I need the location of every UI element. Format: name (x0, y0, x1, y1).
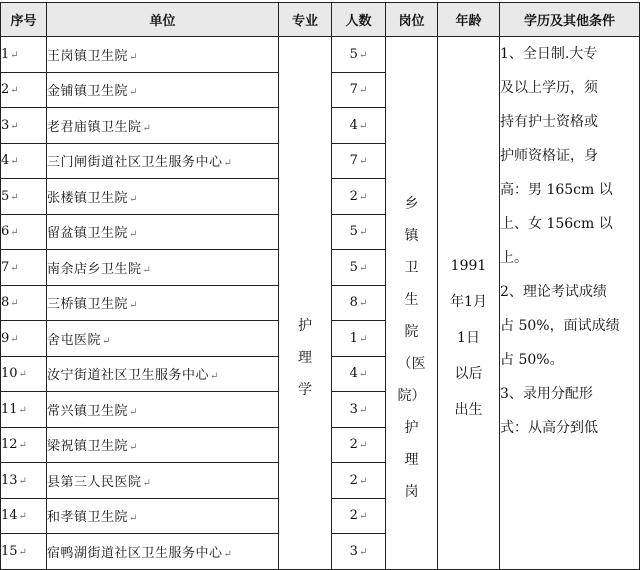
requirements-line: 上。 (500, 250, 528, 266)
cell-count (332, 356, 386, 392)
cell-seq (1, 37, 47, 73)
requirements-line: 3、录用分配形 (500, 386, 593, 402)
header-post: 岗位 (386, 3, 438, 37)
cell-count (332, 321, 386, 357)
cell-seq (1, 108, 47, 144)
table-body (1, 37, 640, 570)
unit-name: 张楼镇卫生院 (47, 190, 129, 206)
unit-name: 常兴镇卫生院 (47, 403, 129, 419)
seq-value: 15 (1, 543, 18, 559)
paragraph-mark: ↵ (223, 158, 233, 170)
count-value: 3 (349, 543, 358, 559)
count-value: 2 (349, 472, 358, 488)
paragraph-mark: ↵ (358, 120, 368, 132)
count-value: 2 (349, 188, 358, 204)
count-value: 1 (349, 330, 358, 346)
paragraph-mark: ↵ (358, 191, 368, 203)
paragraph-mark: ↵ (358, 298, 368, 310)
count-value: 4 (349, 366, 358, 382)
unit-name: 三桥镇卫生院 (47, 297, 129, 313)
paragraph-mark: ↵ (129, 193, 138, 205)
cell-unit (47, 427, 279, 463)
paragraph-mark: ↵ (142, 122, 152, 134)
unit-name: 县第三人民医院 (47, 474, 142, 490)
paragraph-mark: ↵ (358, 227, 368, 239)
paragraph-mark: ↵ (358, 511, 368, 523)
paragraph-mark: ↵ (358, 85, 368, 97)
unit-name: 留盆镇卫生院 (47, 226, 129, 242)
post-char: 卫 (404, 259, 419, 276)
cell-count (332, 179, 386, 215)
post-char: 院） (397, 387, 426, 404)
cell-count (332, 498, 386, 534)
cell-post (386, 37, 438, 570)
age-line: 以后 (454, 365, 483, 382)
header-row (1, 3, 640, 37)
post-char: （医 (397, 355, 426, 372)
requirements-line: 占 50%。 (500, 352, 564, 368)
cell-seq (1, 463, 47, 499)
cell-age (438, 37, 500, 570)
paragraph-mark: ↵ (10, 156, 19, 168)
unit-name: 老君庙镇卫生院 (47, 119, 142, 135)
cell-seq (1, 498, 47, 534)
paragraph-mark: ↵ (10, 298, 19, 310)
header-seq: 序号 (1, 3, 47, 37)
count-value: 8 (349, 295, 358, 311)
paragraph-mark: ↵ (10, 49, 19, 61)
requirements-line: 上、女 156cm 以 (500, 216, 613, 232)
count-value: 7 (349, 153, 358, 169)
paragraph-mark: ↵ (10, 120, 19, 132)
recruitment-table (0, 2, 640, 570)
seq-value: 7 (1, 259, 10, 275)
age-line: 年1月 (450, 293, 487, 310)
cell-seq (1, 179, 47, 215)
cell-seq (1, 356, 47, 392)
cell-count (332, 72, 386, 108)
cell-count (332, 285, 386, 321)
count-value: 7 (349, 82, 358, 98)
paragraph-mark: ↵ (358, 404, 368, 416)
cell-unit (47, 356, 279, 392)
requirements-line: 占 50%，面试成绩 (500, 318, 620, 334)
unit-name: 金铺镇卫生院 (47, 84, 129, 100)
paragraph-mark: ↵ (358, 262, 368, 274)
paragraph-mark: ↵ (142, 264, 152, 276)
major-char: 护 (298, 317, 312, 334)
unit-name: 和孝镇卫生院 (47, 510, 129, 526)
unit-name: 三门闸街道社区卫生服务中心 (47, 155, 223, 171)
paragraph-mark: ↵ (129, 406, 138, 418)
unit-name: 梁祝镇卫生院 (47, 439, 129, 455)
paragraph-mark: ↵ (129, 51, 138, 63)
count-value: 3 (349, 401, 358, 417)
cell-seq (1, 534, 47, 570)
paragraph-mark: ↵ (358, 440, 368, 452)
seq-value: 9 (1, 330, 10, 346)
cell-unit (47, 463, 279, 499)
post-char: 镇 (404, 227, 419, 244)
paragraph-mark: ↵ (358, 49, 368, 61)
cell-unit (47, 179, 279, 215)
cell-unit (47, 37, 279, 73)
header-unit: 单位 (47, 3, 279, 37)
cell-seq (1, 392, 47, 428)
count-value: 2 (349, 437, 358, 453)
seq-value: 4 (1, 153, 10, 169)
paragraph-mark: ↵ (18, 369, 27, 381)
cell-count (332, 463, 386, 499)
paragraph-mark: ↵ (10, 262, 19, 274)
cell-count (332, 214, 386, 250)
cell-count (332, 427, 386, 463)
requirements-line: 及以上学历，须 (500, 80, 598, 96)
major-char: 学 (298, 381, 312, 398)
count-value: 5 (349, 46, 358, 62)
requirements-line: 2、理论考试成绩 (500, 284, 607, 300)
paragraph-mark: ↵ (129, 87, 138, 99)
cell-major (279, 37, 332, 570)
cell-seq (1, 214, 47, 250)
cell-seq (1, 250, 47, 286)
post-char: 岗 (404, 483, 419, 500)
requirements-line: 持有护士资格或 (500, 114, 598, 130)
post-char: 院 (404, 323, 419, 340)
seq-value: 10 (1, 366, 18, 382)
paragraph-mark: ↵ (358, 156, 368, 168)
paragraph-mark: ↵ (358, 475, 368, 487)
paragraph-mark: ↵ (129, 229, 138, 241)
paragraph-mark: ↵ (10, 333, 19, 345)
paragraph-mark: ↵ (18, 440, 27, 452)
cell-unit (47, 392, 279, 428)
header-major: 专业 (279, 3, 332, 37)
cell-unit (47, 321, 279, 357)
post-char: 生 (404, 291, 419, 308)
seq-value: 5 (1, 188, 10, 204)
paragraph-mark: ↵ (358, 369, 368, 381)
unit-name: 南余店乡卫生院 (47, 261, 142, 277)
cell-seq (1, 72, 47, 108)
unit-name: 宿鸭湖街道社区卫生服务中心 (47, 545, 223, 561)
seq-value: 12 (1, 437, 18, 453)
paragraph-mark: ↵ (129, 513, 138, 525)
cell-unit (47, 498, 279, 534)
requirements-line: 1、全日制.大专 (500, 46, 598, 62)
unit-name: 舍屯医院 (47, 332, 102, 348)
paragraph-mark: ↵ (18, 511, 27, 523)
cell-unit (47, 534, 279, 570)
requirements-line: 护师资格证，身 (500, 148, 598, 164)
requirements-line: 高：男 165cm 以 (500, 182, 613, 198)
seq-value: 13 (1, 472, 18, 488)
seq-value: 2 (1, 82, 10, 98)
paragraph-mark: ↵ (102, 335, 111, 347)
header-requirements: 学历及其他条件 (500, 3, 640, 37)
cell-unit (47, 250, 279, 286)
cell-unit (47, 143, 279, 179)
seq-value: 3 (1, 117, 10, 133)
seq-value: 1 (1, 46, 10, 62)
paragraph-mark: ↵ (210, 371, 219, 383)
unit-name: 汝宁街道社区卫生服务中心 (47, 368, 210, 384)
header-age: 年龄 (438, 3, 500, 37)
paragraph-mark: ↵ (129, 442, 138, 454)
paragraph-mark: ↵ (10, 85, 19, 97)
major-char: 理 (298, 349, 312, 366)
count-value: 4 (349, 117, 358, 133)
cell-count (332, 250, 386, 286)
post-char: 理 (404, 451, 419, 468)
cell-seq (1, 285, 47, 321)
cell-unit (47, 72, 279, 108)
paragraph-mark: ↵ (18, 404, 27, 416)
cell-unit (47, 285, 279, 321)
paragraph-mark: ↵ (358, 333, 368, 345)
count-value: 2 (349, 508, 358, 524)
paragraph-mark: ↵ (18, 546, 27, 558)
seq-value: 6 (1, 224, 10, 240)
cell-count (332, 534, 386, 570)
cell-requirements (500, 37, 640, 570)
age-line: 1日 (457, 329, 480, 346)
cell-unit (47, 108, 279, 144)
cell-seq (1, 321, 47, 357)
requirements-line: 式：从高分到低 (500, 420, 598, 436)
paragraph-mark: ↵ (129, 300, 138, 312)
seq-value: 8 (1, 295, 10, 311)
paragraph-mark: ↵ (142, 477, 152, 489)
post-char: 乡 (404, 195, 419, 212)
cell-seq (1, 143, 47, 179)
seq-value: 14 (1, 508, 18, 524)
paragraph-mark: ↵ (10, 191, 19, 203)
age-line: 1991 (450, 257, 487, 274)
cell-count (332, 37, 386, 73)
paragraph-mark: ↵ (223, 548, 233, 560)
age-line: 出生 (454, 401, 483, 418)
paragraph-mark: ↵ (18, 475, 27, 487)
count-value: 5 (349, 224, 358, 240)
paragraph-mark: ↵ (358, 546, 368, 558)
seq-value: 11 (1, 401, 18, 417)
cell-seq (1, 427, 47, 463)
count-value: 5 (349, 259, 358, 275)
cell-count (332, 392, 386, 428)
post-char: 护 (404, 419, 419, 436)
table-row (1, 37, 640, 73)
cell-count (332, 143, 386, 179)
paragraph-mark: ↵ (10, 227, 19, 239)
header-count: 人数 (332, 3, 386, 37)
unit-name: 王岗镇卫生院 (47, 48, 129, 64)
cell-unit (47, 214, 279, 250)
cell-count (332, 108, 386, 144)
